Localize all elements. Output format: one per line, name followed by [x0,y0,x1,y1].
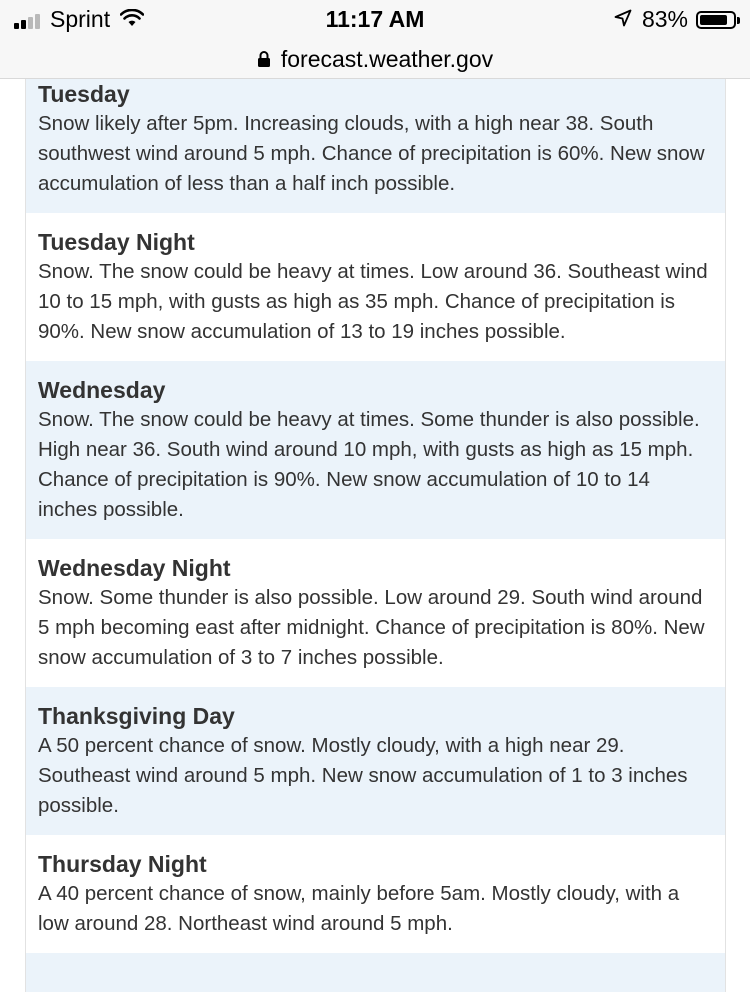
forecast-row [26,835,725,953]
forecast-period-name: Tuesday Night [38,229,195,255]
forecast-period-name: Tuesday [38,81,130,107]
location-arrow-icon [614,6,632,33]
lock-icon [257,50,271,68]
forecast-period-text: Snow. The snow could be heavy at times. Some thunder is also possible. High near 36. South wind around 10 mph, with gusts as high as 15 mph. Chance of precipitation is 90%. New snow accumulation of 10 to 14 inches possible. [38,408,700,521]
forecast-row [26,539,725,687]
battery-icon [696,11,736,29]
forecast-period-text: Snow. Some thunder is also possible. Low around 29. South wind around 5 mph becoming east after midnight. Chance of precipitation is 80%. New snow accumulation of 3 to 7 inches possible. [38,586,705,669]
forecast-period-name: Wednesday Night [38,555,231,581]
forecast-row [26,361,725,539]
forecast-row [26,79,725,213]
url-text[interactable]: forecast.weather.gov [280,45,494,72]
forecast-period-text: A 40 percent chance of snow, mainly before 5am. Mostly cloudy, with a low around 28. Northeast wind around 5 mph. [38,882,680,935]
carrier-name: Sprint [50,6,111,32]
clock: 11:17 AM [325,6,425,32]
battery-percent: 83% [641,6,688,32]
forecast-row-partial [26,953,725,992]
forecast-period-name: Thursday Night [38,851,207,877]
forecast-period-name: Wednesday [38,377,166,403]
forecast-period-text: Snow. The snow could be heavy at times. Low around 36. Southeast wind 10 to 15 mph, with gusts as high as 35 mph. Chance of precipitation is 90%. New snow accumulation of 13 to 19 inches possible. [38,260,708,343]
forecast-period-text: A 50 percent chance of snow. Mostly cloudy, with a high near 29. Southeast wind around 5 mph. New snow accumulation of 1 to 3 inches possible. [38,734,688,817]
address-bar[interactable] [0,40,750,79]
forecast-period-name: Thanksgiving Day [38,703,235,729]
forecast-row [26,213,725,361]
status-right [614,6,736,33]
status-bar [0,0,750,40]
forecast-period-text: Snow likely after 5pm. Increasing clouds, with a high near 38. South southwest wind around 5 mph. Chance of precipitation is 60%. New snow accumulation of less than a half inch possible. [38,112,705,195]
detailed-forecast [25,79,726,992]
forecast-row [26,687,725,835]
